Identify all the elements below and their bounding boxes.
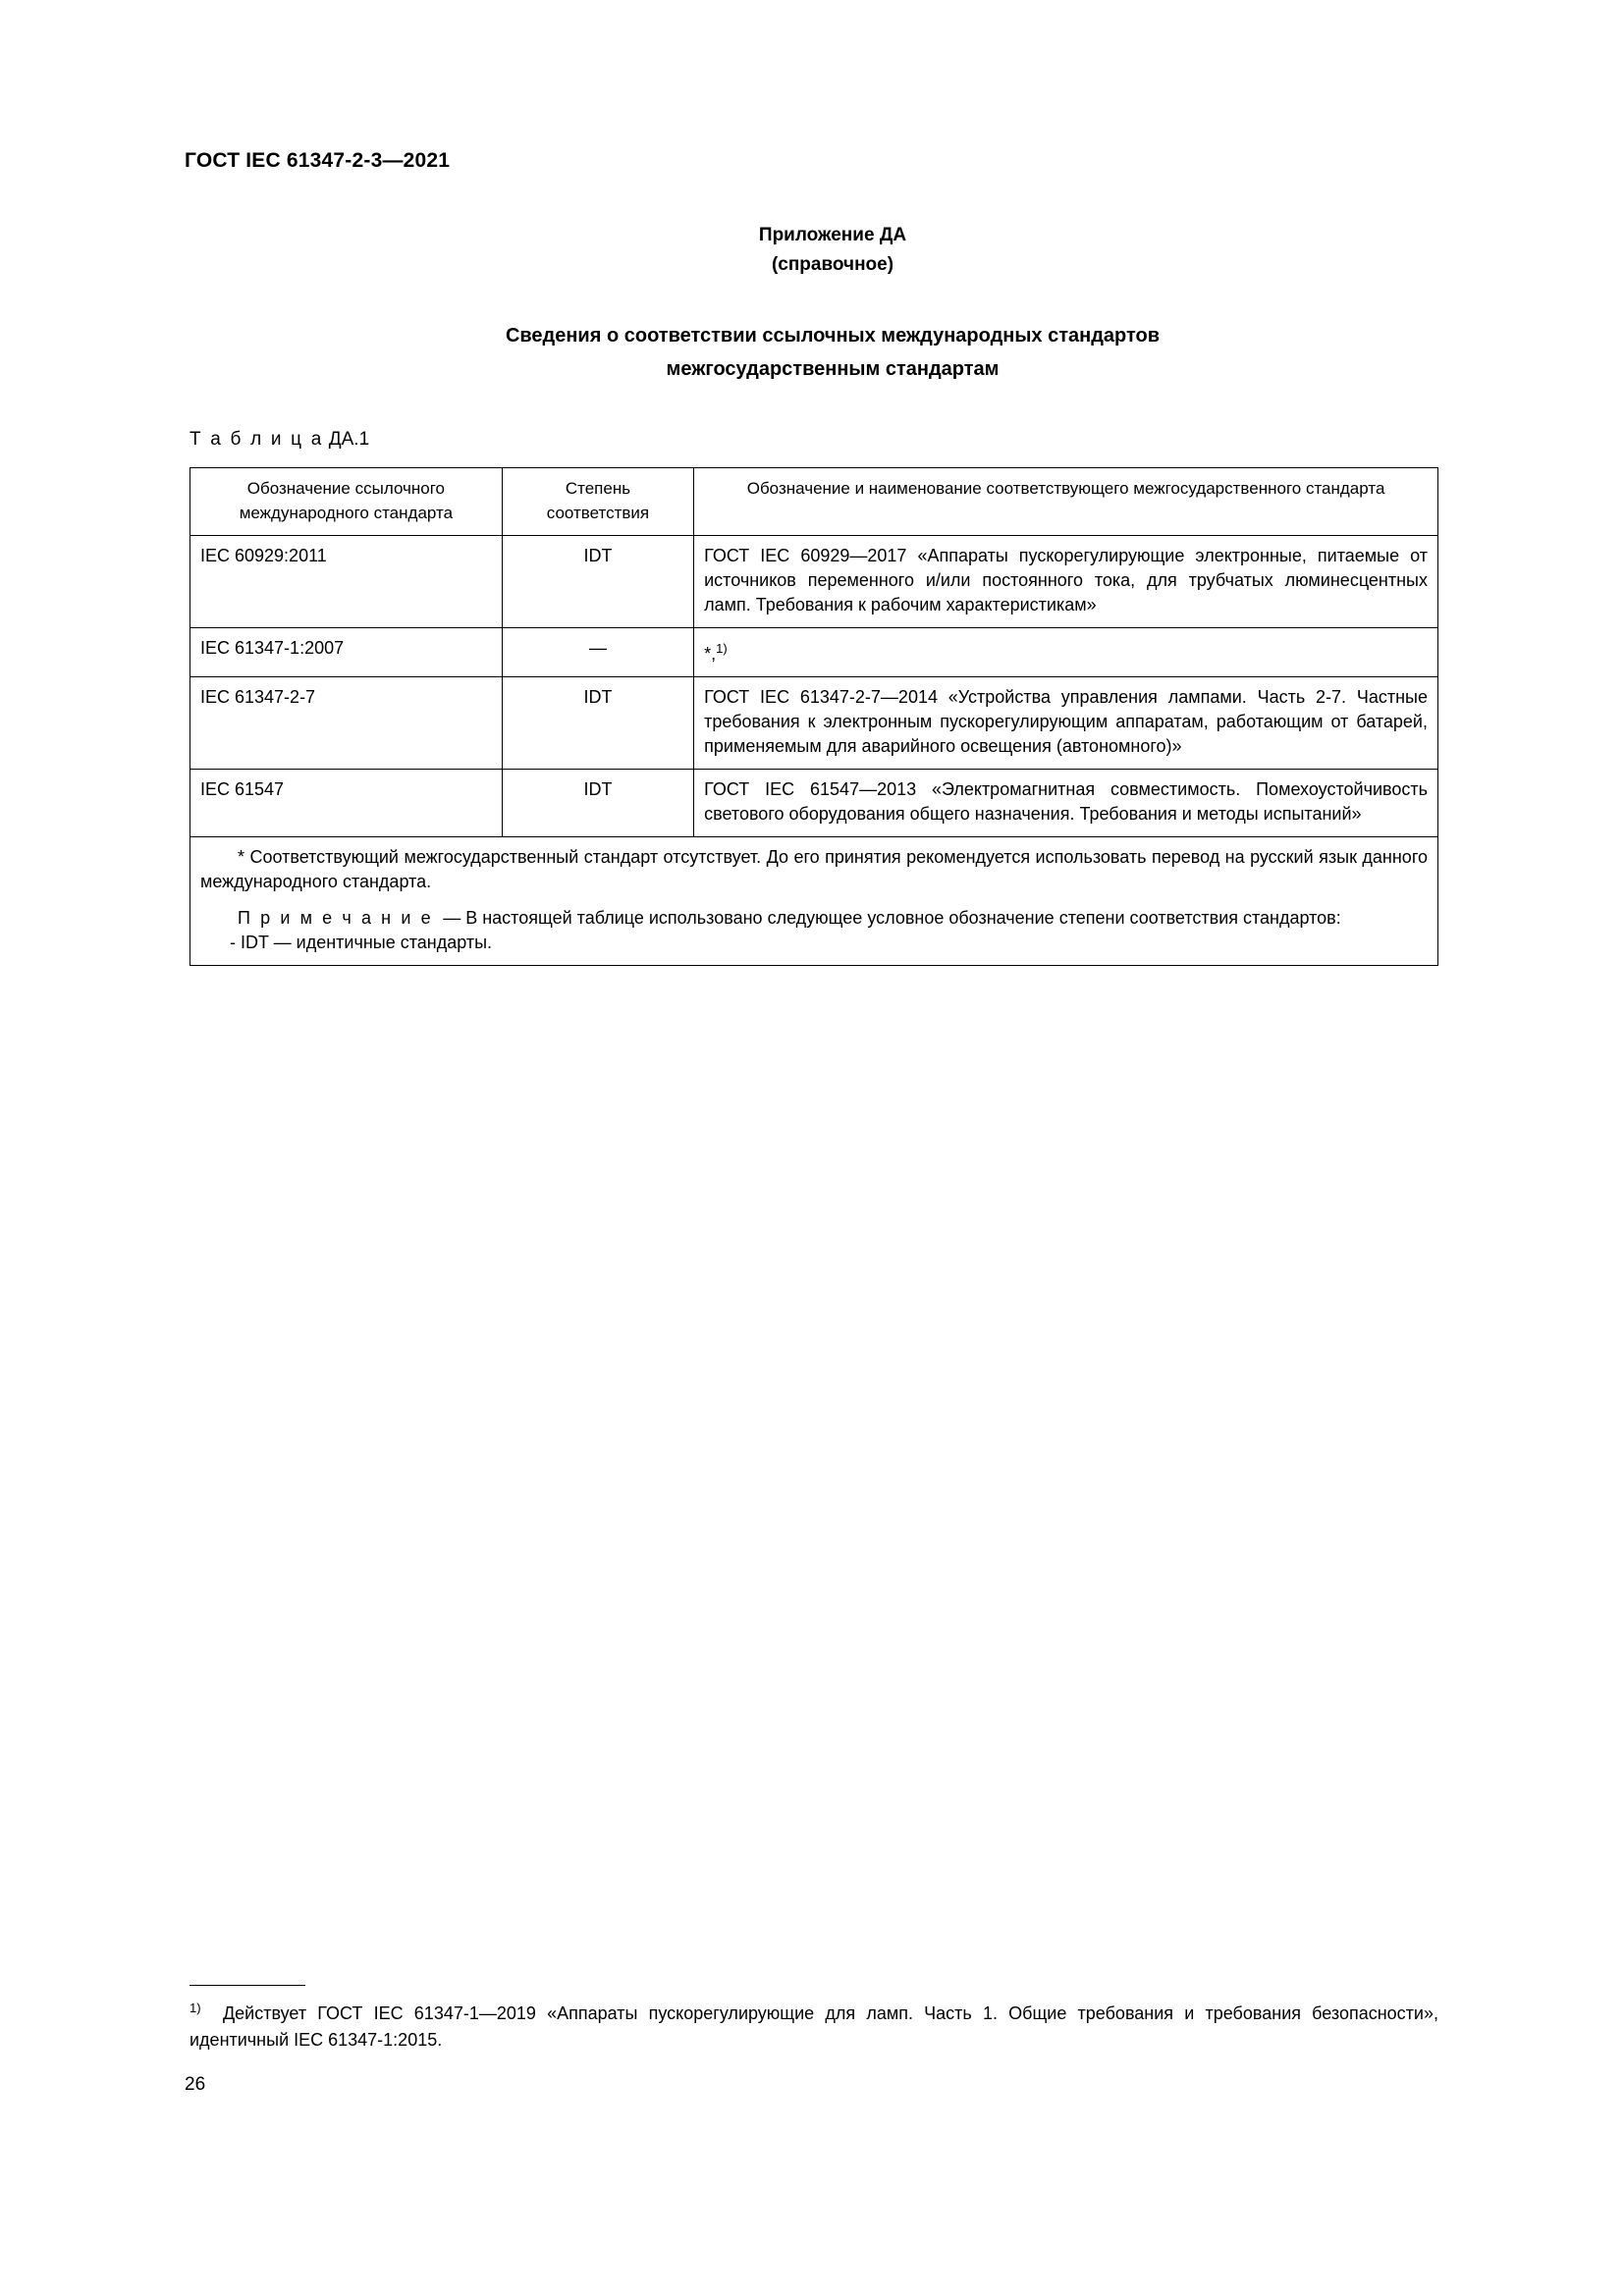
table-row (190, 536, 1438, 628)
note-item: - IDT — идентичные стандарты. (230, 933, 493, 952)
annex-type: (справочное) (771, 254, 894, 275)
note-text: — В настоящей таблице использовано следующее условное обозначение степени соответствия стандартов: (443, 908, 1341, 928)
table-header-row (190, 468, 1438, 536)
table-header-degree: Степень соответствия (502, 468, 693, 536)
note-label: П р и м е ч а н и е (238, 908, 434, 928)
footnote-marker: 1) (189, 2001, 201, 2015)
table-header-standard: Обозначение и наименование соответствующего межгосударственного стандарта (694, 468, 1438, 536)
cell-standard: ГОСТ IEC 61347-2-7—2014 «Устройства управления лампами. Часть 2-7. Частные требования к электронным пускорегулирующим аппаратам, работающим от батарей, применяемым для аварийного освещения (автономного)» (694, 677, 1438, 770)
annex-label: Приложение ДА (758, 225, 907, 245)
footnote-text: Действует ГОСТ IEC 61347-1—2019 «Аппараты пускорегулирующие для ламп. Часть 1. Общие требования и требования безопасности», идентичный IEC 61347-1:2015. (189, 2003, 1438, 2050)
page-number: 26 (185, 2074, 206, 2095)
cell-ref: IEC 61347-2-7 (190, 677, 503, 770)
footnote-separator (189, 1985, 305, 1986)
page-header: ГОСТ IEC 61347-2-3—2021 (185, 149, 451, 172)
cell-degree: IDT (502, 536, 693, 628)
table-caption-number: ДА.1 (328, 429, 370, 450)
cell-ref: IEC 61547 (190, 770, 503, 837)
cell-ref: IEC 61347-1:2007 (190, 628, 503, 677)
note-asterisk: * Соответствующий межгосударственный стандарт отсутствует. До его принятия рекомендуется использовать перевод на русский язык данного международного стандарта. (200, 847, 1428, 891)
table-notes (190, 837, 1438, 966)
annex-title-line-2: межгосударственным стандартам (666, 358, 1000, 380)
cell-standard-footnote-marker: 1) (716, 641, 728, 656)
cell-degree: IDT (502, 677, 693, 770)
cell-standard (694, 628, 1438, 677)
table-header-ref: Обозначение ссылочного международного стандарта (190, 468, 503, 536)
table-row (190, 677, 1438, 770)
table-caption (189, 429, 369, 451)
annex-title-line-1: Сведения о соответствии ссылочных международных стандартов (505, 325, 1161, 347)
cell-degree: IDT (502, 770, 693, 837)
footnote (189, 1995, 1438, 2054)
cell-ref: IEC 60929:2011 (190, 536, 503, 628)
cell-standard-asterisk: *, (704, 644, 717, 664)
table-notes-row (190, 837, 1438, 966)
table-row (190, 770, 1438, 837)
table-caption-word: Т а б л и ц а (189, 429, 324, 450)
cell-degree: — (502, 628, 693, 677)
annex-heading-block (185, 221, 1481, 386)
table-row (190, 628, 1438, 677)
cell-standard: ГОСТ IEC 61547—2013 «Электромагнитная совместимость. Помехоустойчивость светового оборудования общего назначения. Требования и методы испытаний» (694, 770, 1438, 837)
cell-standard: ГОСТ IEC 60929—2017 «Аппараты пускорегулирующие электронные, питаемые от источников переменного и/или постоянного тока, для трубчатых люминесцентных ламп. Требования к рабочим характеристикам» (694, 536, 1438, 628)
correspondence-table (189, 467, 1438, 966)
note-primechanie (200, 906, 1428, 931)
